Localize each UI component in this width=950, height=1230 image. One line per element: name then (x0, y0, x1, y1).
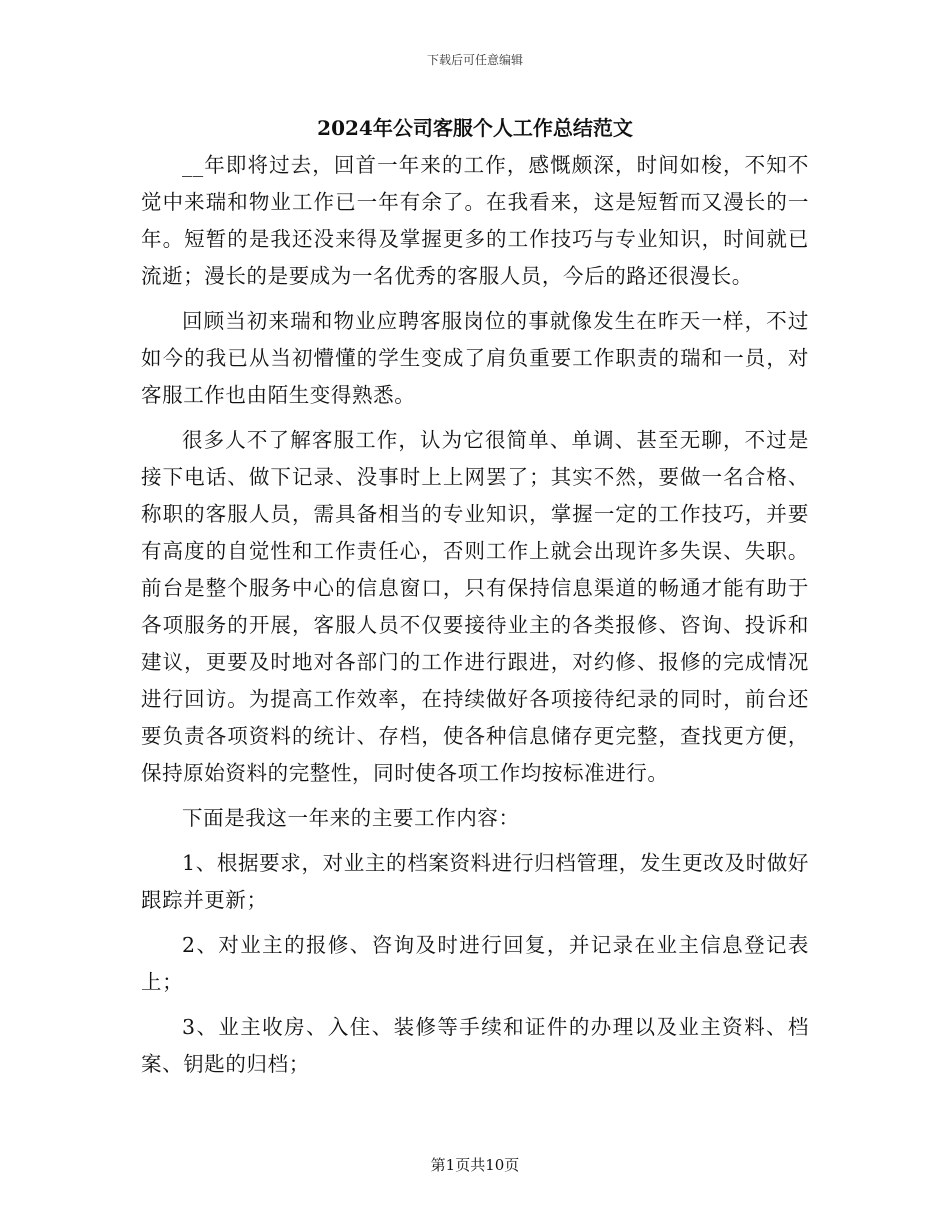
paragraph-job-description: 很多人不了解客服工作，认为它很简单、单调、甚至无聊，不过是接下电话、做下记录、没事时上上网罢了；其实不然，要做一名合格、称职的客服人员，需具备相当的专业知识，掌握一定的工作技巧，并要有高度的自觉性和工作责任心，否则工作上就会出现许多失误、失职。前台是整个服务中心的信息窗口，只有保持信息渠道的畅通才能有助于各项服务的开展，客服人员不仅要接待业主的各类报修、咨询、投诉和建议，更要及时地对各部门的工作进行跟进，对约修、报修的完成情况进行回访。为提高工作效率，在持续做好各项接待纪录的同时，前台还要负责各项资料的统计、存档，使各种信息储存更完整，查找更方便，保持原始资料的完整性，同时使各项工作均按标准进行。 (141, 428, 809, 785)
list-item-2: 2、对业主的报修、咨询及时进行回复，并记录在业主信息登记表上； (141, 933, 809, 994)
list-item-1: 1、根据要求，对业主的档案资料进行归档管理，发生更改及时做好跟踪并更新； (141, 851, 809, 912)
page-footer: 第1页共10页 (430, 1156, 520, 1174)
document-title: 2024年公司客服个人工作总结范文 (317, 116, 633, 140)
paragraph-work-list-intro: 下面是我这一年来的主要工作内容： (182, 806, 520, 830)
header-note: 下载后可任意编辑 (426, 53, 523, 67)
paragraph-intro: __年即将过去，回首一年来的工作，感慨颇深，时间如梭，不知不觉中来瑞和物业工作已一年有余了。在我看来，这是短暂而又漫长的一年。短暂的是我还没来得及掌握更多的工作技巧与专业知识，时间就已流逝；漫长的是要成为一名优秀的客服人员，今后的路还很漫长。 (141, 153, 809, 288)
document-body (141, 147, 809, 1083)
paragraph-review: 回顾当初来瑞和物业应聘客服岗位的事就像发生在昨天一样，不过如今的我已从当初懵懂的学生变成了肩负重要工作职责的瑞和一员，对客服工作也由陌生变得熟悉。 (141, 309, 809, 407)
list-item-3: 3、业主收房、入住、装修等手续和证件的办理以及业主资料、档案、钥匙的归档； (141, 1015, 809, 1076)
